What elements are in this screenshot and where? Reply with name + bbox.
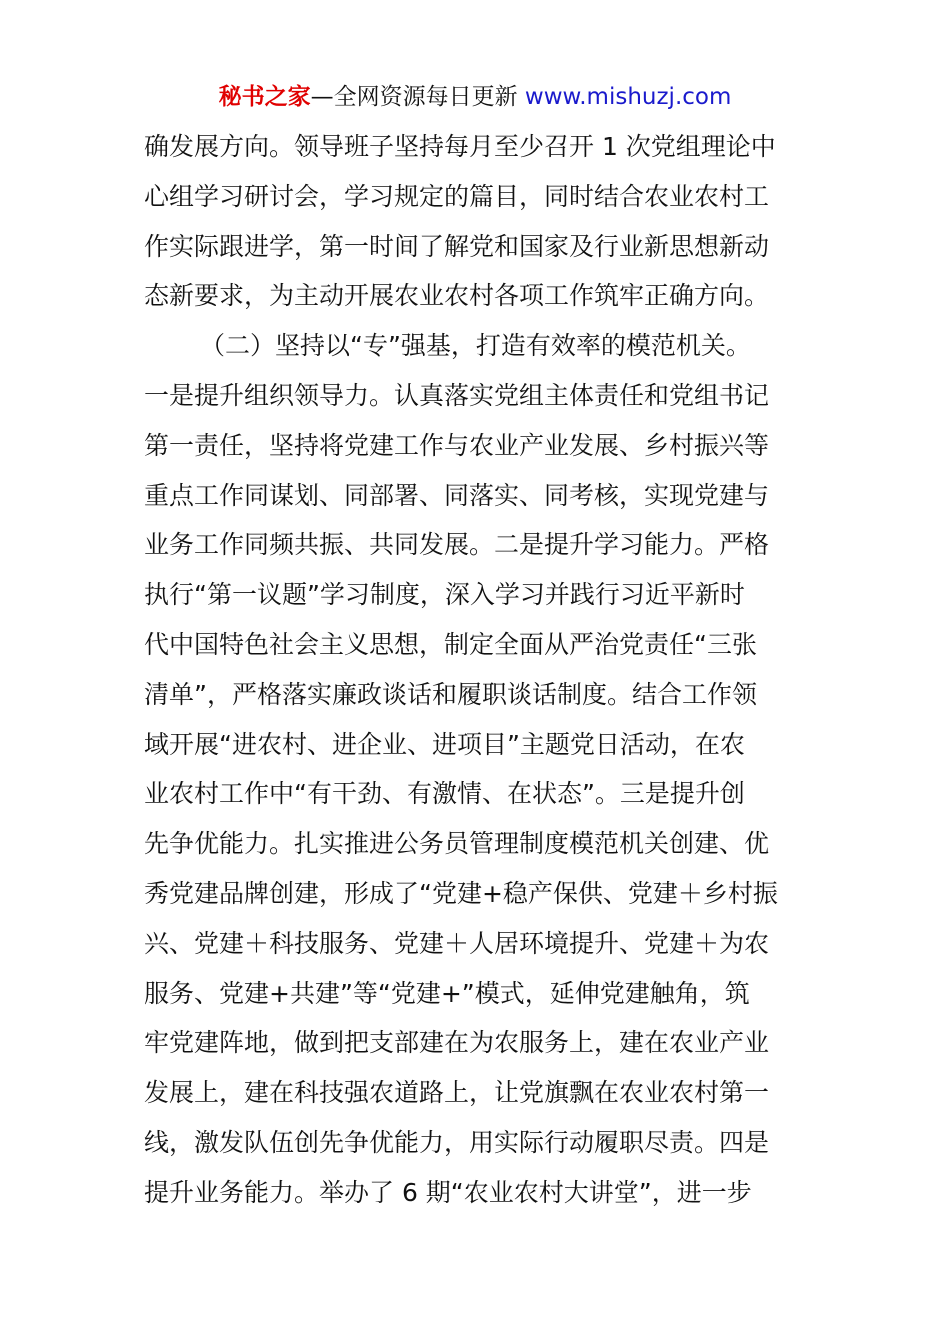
text-line: 业农村工作中“有干劲、有激情、在状态”。三是提升创 xyxy=(144,779,745,809)
text-line: 执行“第一议题”学习制度，深入学习并践行习近平新时 xyxy=(144,580,745,610)
text-line: 一是提升组织领导力。认真落实党组主体责任和党组书记 xyxy=(144,380,770,410)
section-heading: （二）坚持以“专”强基，打造有效率的模范机关。 xyxy=(200,331,751,361)
text-line: 业务工作同频共振、共同发展。二是提升学习能力。严格 xyxy=(144,530,770,560)
text-line: 重点工作同谋划、同部署、同落实、同考核，实现党建与 xyxy=(144,480,770,510)
text-line: 线，激发队伍创先争优能力，用实际行动履职尽责。四是 xyxy=(144,1127,770,1157)
text-line: 服务、党建+共建”等“党建+”模式，延伸党建触角，筑 xyxy=(144,978,750,1008)
text-line: 域开展“进农村、进企业、进项目”主题党日活动，在农 xyxy=(144,729,745,759)
header-tagline: —全网资源每日更新 xyxy=(310,84,518,110)
text-line: 兴、党建＋科技服务、党建＋人居环境提升、党建＋为农 xyxy=(144,928,770,958)
text-line: 态新要求，为主动开展农业农村各项工作筑牢正确方向。 xyxy=(144,281,770,311)
page-header xyxy=(0,80,950,114)
text-line: 心组学习研讨会，学习规定的篇目，同时结合农业农村工 xyxy=(144,181,770,211)
text-line: 牢党建阵地，做到把支部建在为农服务上，建在农业产业 xyxy=(144,1028,770,1058)
text-line: 代中国特色社会主义思想，制定全面从严治党责任“三张 xyxy=(144,629,757,659)
document-body xyxy=(144,122,812,1218)
text-line: 提升业务能力。举办了 6 期“农业农村大讲堂”，进一步 xyxy=(144,1177,752,1207)
text-line: 清单”，严格落实廉政谈话和履职谈话制度。结合工作领 xyxy=(144,679,757,709)
brand-name: 秘书之家 xyxy=(218,84,311,110)
text-line: 第一责任，坚持将党建工作与农业产业发展、乡村振兴等 xyxy=(144,430,770,460)
site-url-link[interactable]: www.mishuzj.com xyxy=(524,84,732,110)
text-line: 确发展方向。领导班子坚持每月至少召开 1 次党组理论中 xyxy=(144,132,776,161)
text-line: 秀党建品牌创建，形成了“党建+稳产保供、党建＋乡村振 xyxy=(144,878,778,908)
text-line: 作实际跟进学，第一时间了解党和国家及行业新思想新动 xyxy=(144,231,770,261)
text-line: 发展上，建在科技强农道路上，让党旗飘在农业农村第一 xyxy=(144,1078,770,1108)
text-line: 先争优能力。扎实推进公务员管理制度模范机关创建、优 xyxy=(144,829,770,859)
